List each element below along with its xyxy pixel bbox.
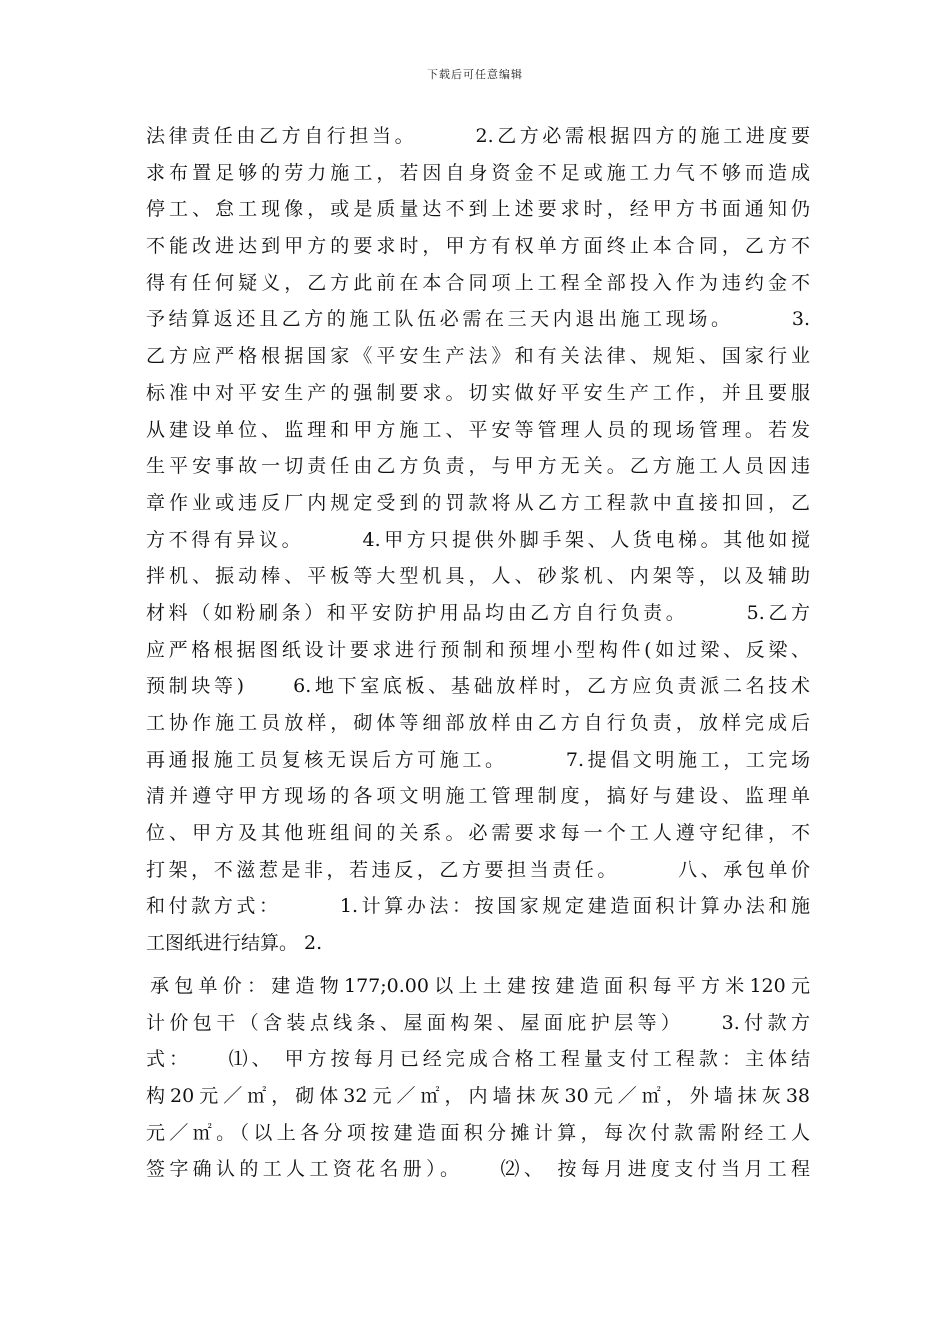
page-header-note: 下载后可任意编辑 xyxy=(427,68,523,81)
text-line-19: 清并遵守甲方现场的各项文明施工管理制度，搞好与建设、监理单 xyxy=(146,785,810,808)
text-line-17: 工协作施工员放样，砌体等细部放样由乙方自行负责，放样完成后 xyxy=(146,712,810,734)
text-line-20: 位、甲方及其他班组间的关系。必需要求每一个工人遵守纪律，不 xyxy=(146,822,810,845)
text-line-25: 计价包干（含装点线条、屋面构架、屋面庇护层等） 3.付款方 xyxy=(146,1011,810,1034)
text-line-4: 不能改进达到甲方的要求时，甲方有权单方面终止本合同，乙方不 xyxy=(146,235,810,258)
text-line-7: 乙方应严格根据国家《平安生产法》和有关法律、规矩、国家行业 xyxy=(146,345,810,368)
text-line-26: 式： ⑴、 甲方按每月已经完成合格工程量支付工程款：主体结 xyxy=(146,1048,810,1071)
document-body xyxy=(146,118,810,1188)
text-line-16: 预制块等) 6.地下室底板、基础放样时，乙方应负责派二名技术 xyxy=(146,675,810,698)
text-line-1: 法律责任由乙方自行担当。 2.乙方必需根据四方的施工进度要 xyxy=(146,125,810,147)
text-line-11: 章作业或违反厂内规定受到的罚款将从乙方工程款中直接扣回，乙 xyxy=(146,491,810,514)
text-line-21: 打架，不滋惹是非，若违反，乙方要担当责任。 八、承包单价 xyxy=(146,858,810,881)
text-line-22: 和付款方式： 1.计算办法：按国家规定建造面积计算办法和施 xyxy=(146,895,810,918)
text-line-29: 签字确认的工人工资花名册）。 ⑵、 按每月进度支付当月工程 xyxy=(146,1158,810,1181)
text-line-23: 工图纸进行结算。 2. xyxy=(146,932,323,955)
text-line-27: 构20元／㎡，砌体32元／㎡，内墙抹灰30元／㎡，外墙抹灰38 xyxy=(146,1084,810,1107)
text-line-9: 从建设单位、监理和甲方施工、平安等管理人员的现场管理。若发 xyxy=(146,418,810,441)
text-line-3: 停工、怠工现像，或是质量达不到上述要求时，经甲方书面通知仍 xyxy=(146,198,810,221)
text-line-18: 再通报施工员复核无误后方可施工。 7.提倡文明施工，工完场 xyxy=(146,748,810,771)
text-line-24: 承包单价：建造物177;0.00以上土建按建造面积每平方米120元 xyxy=(150,974,810,997)
text-line-10: 生平安事故一切责任由乙方负责，与甲方无关。乙方施工人员因违 xyxy=(146,455,810,478)
text-line-8: 标准中对平安生产的强制要求。切实做好平安生产工作，并且要服 xyxy=(146,381,810,404)
text-line-12: 方不得有异议。 4.甲方只提供外脚手架、人货电梯。其他如搅 xyxy=(146,528,810,551)
text-line-15: 应严格根据图纸设计要求进行预制和预埋小型构件(如过梁、反梁、 xyxy=(146,638,810,661)
text-line-28: 元／㎡。（以上各分项按建造面积分摊计算，每次付款需附经工人 xyxy=(146,1121,810,1144)
text-line-13: 拌机、振动棒、平板等大型机具，人、砂浆机、内架等，以及辅助 xyxy=(146,565,810,588)
text-line-2: 求布置足够的劳力施工，若因自身资金不足或施工力气不够而造成 xyxy=(146,161,810,184)
text-line-5: 得有任何疑义，乙方此前在本合同项上工程全部投入作为违约金不 xyxy=(146,271,810,294)
text-line-14: 材料（如粉刷条）和平安防护用品均由乙方自行负责。 5.乙方 xyxy=(146,601,810,624)
text-line-6: 予结算返还且乙方的施工队伍必需在三天内退出施工现场。 3. xyxy=(146,308,810,331)
